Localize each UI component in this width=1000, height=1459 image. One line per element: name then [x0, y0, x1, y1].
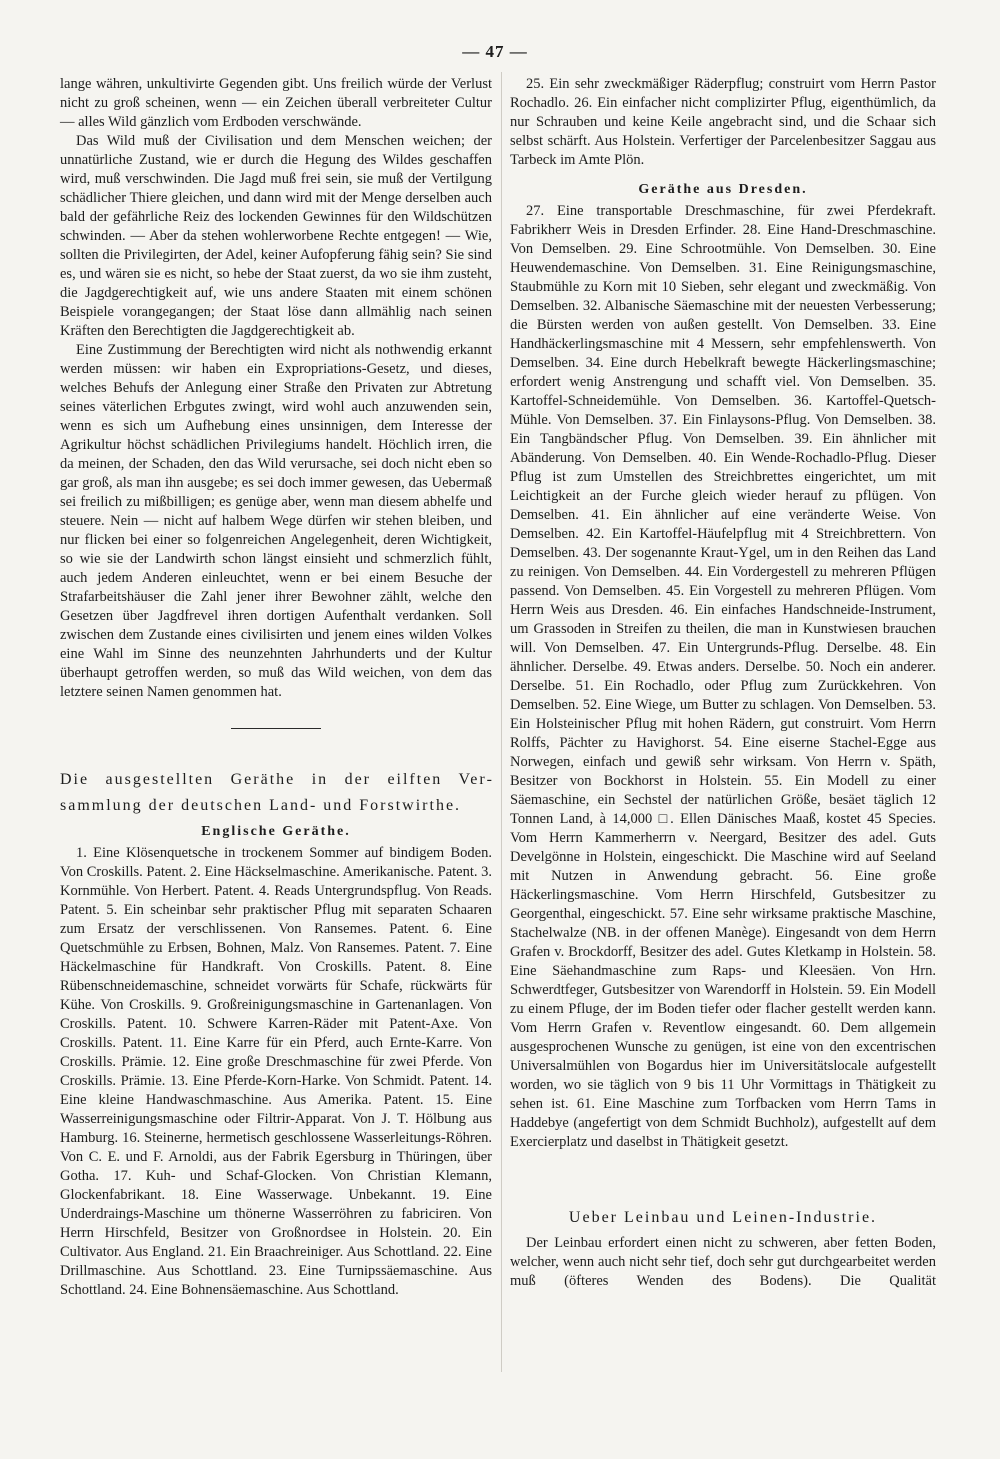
list-item: 42. Ein Kartoffel-Häufelpflug mit 4 Streichbrettern. Von Demselben. [510, 526, 937, 561]
list-item: 14. Eine kleine Handwaschmaschine. Aus Amerika. Patent. [60, 1073, 492, 1108]
list-item: 54. Eine eiserne Stachel-Egge aus Norwegen, einfach und gewiß sehr wirksam. Von Herrn v. Späth, Besitzer von Bockhorst in Holstein. [510, 735, 937, 789]
list-item: 57. Eine sehr wirksame praktische Maschine, Stachelwalze (NB. in der offenen Manège). Eingesandt von dem Herrn Grafen v. Brockdorff, Besitzer des adel. Gutes Kletkamp in Holstein. [510, 906, 936, 960]
list-item: 40. Ein Wende-Rochadlo-Pflug. Dieser Pflug ist zum Umstellen des Streichbrettes eingerichtet, um mit Leichtigkeit an der Furche gleich wieder herauf zu pflügen. Von Demselben. [510, 450, 937, 523]
list-item: 21. Ein Braachreiniger. Aus Schottland. [208, 1244, 440, 1260]
equipment-list [510, 202, 936, 1152]
list-item: 29. Eine Schrootmühle. Von Demselben. [618, 241, 875, 257]
list-item: 5. Ein scheinbar sehr praktischer Pflug mit separaten Schaaren zum Ersatz der verschlissenen. Von Ransemes. Patent. [60, 902, 492, 937]
list-item: 47. Ein Untergrunds-Pflug. Derselbe. [652, 640, 882, 656]
list-item: 49. Etwas anders. Derselbe. [633, 659, 801, 675]
section-title: Englische Geräthe. [201, 824, 351, 839]
list-item: 34. Eine durch Hebelkraft bewegte Häckerlingsmaschine; erfordert wenig Anstrengung und schafft viel. Von Demselben. [510, 355, 937, 390]
list-item: 33. Eine Handhäckerlingsmaschine mit 4 Messern, sehr empfehlenswerth. Von Demselben. [510, 317, 937, 371]
list-item: 45. Ein Vorgestell zu mehreren Pflügen. Vom Herrn Weis aus Dresden. [510, 583, 936, 618]
list-item: 32. Albanische Säemaschine mit der neuesten Verbesserung; die Bürsten werden von außen gestellt. Von Demselben. [510, 298, 936, 333]
list-item: 20. Ein Cultivator. Aus England. [60, 1225, 492, 1260]
list-item: 15. Eine Wasserreinigungsmaschine oder Filtrir-Apparat. Von J. T. Hölbung aus Hamburg. [60, 1092, 493, 1146]
left-column [60, 75, 492, 1300]
list-item: 39. Ein ähnlicher mit Abänderung. Von Demselben. [510, 431, 936, 466]
list-item: 1. Eine Klösenquetsche in trockenem Sommer auf bindigem Boden. Von Croskills. Patent. [60, 845, 492, 880]
equipment-list [60, 844, 492, 1300]
article-title: Ueber Leinbau und Leinen-Industrie. [568, 1209, 878, 1226]
list-item: 13. Eine Pferde-Korn-Harke. Von Schmidt. Patent. [170, 1073, 470, 1089]
list-item: 59. Ein Modell zu einem Pfluge, der im Boden tiefer oder flacher gestellt werden kann. Vom Herrn Grafen v. Reventlow eingesandt. [510, 982, 937, 1036]
list-item: 19. Eine Underdraings-Maschine um thönerne Wasserröhren zu fabriciren. Von Herrn Hirschfeld, Besitzer von Großnordsee in Holstein. [60, 1187, 492, 1241]
list-item: 25. Ein sehr zweckmäßiger Räderpflug; construirt vom Herrn Pastor Rochadlo. [510, 76, 936, 111]
list-item: 8. Eine Rübenschneidemaschine, schneidet vorwärts für Schafe, rückwärts für Kühe. Von Croskills. [60, 959, 492, 1013]
list-item: 10. Schwere Karren-Räder mit Patent-Axe. Von Croskills. Patent. [60, 1016, 493, 1051]
list-item: 18. Eine Wasserwage. Unbekannt. [180, 1187, 416, 1203]
article-paragraph: Eine Zustimmung der Berechtigten wird nicht als nothwendig erkannt werden müssen: wir haben ein Expropriations-Gesetz, und dieses, welches Behufs der Anlegung einer Straße den Privaten zur Abtretung seines väterlichen Erbgutes zwingt, wird wohl auch anzuwenden sein, wenn es sich um Aufhebung eines unsinnigen, dem Interesse der Agrikultur höchst schädlichen Privilegiums handelt. Höchlich irren, die da meinen, der Schaden, den das Wild verursache, sei doch nicht eben so gar groß, als man ihn ausgebe; es sei doch immer gewesen, das Uebermaß sei freilich zu mißbilligen; es genüge aber, wenn man diesem abhelfe und steuere. Nein — nicht auf halbem Wege dürfen wir stehen bleiben, und nur flicken bei einer so folgenreichen Angelegenheit, deren Wichtigkeit, so wie sie der Landwirth schon längst einsieht und schmerzlich fühlt, auch jedem Anderen einleuchtet, wenn er bei einem Besuche der Strafarbeitshäuser die Zahl jener ihrer Bewohner zählt, welche den Gesetzen über Jagdfrevel ihren dortigen Aufenthalt verdanken. Soll zwischen dem Zustande eines civilisirten und jenem eines wilden Volkes eine Wahl im Sinne des neunzehnten Jahrhunderts und der Kultur überhaupt getroffen werden, so muß das Wild weichen, von dem das letztere seinen Namen genommen hat. [60, 342, 492, 700]
article-title: Die ausgestellten Geräthe in der eilften Versammlung der deutschen Land- und Forstwirthe. [60, 771, 492, 814]
list-item: 27. Eine transportable Dreschmaschine, für zwei Pferdekraft. Fabrikherr Weis in Dresden Erfinder. [510, 203, 936, 238]
list-item: 6. Eine Quetschmühle zu Erbsen, Bohnen, Malz. Von Ransemes. Patent. [60, 921, 492, 956]
list-item: 50. Noch ein anderer. Derselbe. [510, 659, 936, 694]
list-item: 61. Eine Maschine zum Torfbacken vom Herrn Tams in Haddebye (angefertigt von dem Schmidt Buchholz), aufgestellt auf dem Exercierplatz und daselbst in Thätigkeit gesetzt. [510, 1096, 937, 1150]
list-item: 11. Eine Karre für ein Pferd, auch Ernte-Karre. Von Croskills. Prämie. [60, 1035, 492, 1070]
list-item: 36. Kartoffel-Quetsch-Mühle. Von Demselben. [510, 393, 937, 428]
list-item: 31. Eine Reinigungsmaschine, Staubmühle zu Korn mit 10 Sieben, sehr elegant und zweckmäßig. Von Demselben. [510, 260, 937, 314]
page-number: — 47 — [462, 42, 528, 61]
article-paragraph: Das Wild muß der Civilisation und dem Menschen weichen; der unnatürliche Zustand, wie er durch die Hegung des Wildes geschaffen wird, muß verschwinden. Die Jagd muß frei sein, sie muß der Vertilgung schädlicher Thiere gleichen, und dann wird mit der Menge derselben auch bald der gefährliche Reiz des lockenden Gewinnes für den Wildschützen schwinden. — Aber da stehen wohlerworbene Rechte entgegen! — Wie, sollten die Privilegirten, der Adel, keiner Aufopferung fähig sein? Sie sind es, und wären sie es nicht, so hebe der Staat zuerst, da wo sie ihm zusteht, die Jagdgerechtigkeit auf, wie uns andere Staaten mit einem schönen Beispiele vorangegangen; der Staat löse dann allmählig nach seinen Kräften den Berechtigten die Jagdgerechtigkeit ab. [60, 133, 492, 339]
list-item: 23. Eine Turnipssäemaschine. Aus Schottland. [60, 1263, 493, 1298]
list-item: 7. Eine Häckelmaschine für Handkraft. Von Croskills. Patent. [60, 940, 493, 975]
right-column [510, 75, 936, 1291]
article-paragraph: lange währen, unkultivirte Gegenden gibt. Uns freilich würde der Verlust nicht zu groß scheinen, wenn — ein Zeichen überall verbreiteter Cultur — alles Wild gänzlich vom Erdboden verschwände. [60, 76, 492, 130]
list-item: 26. Ein einfacher nicht complizirter Pflug, eigenthümlich, da nur Schrauben und keine Keile angebracht sind, und die Schaar sich selbst schärft. Aus Holstein. Verfertiger der Parcelenbesitzer Saggau aus Tarbeck im Amte Plön. [510, 95, 936, 168]
list-item: 52. Eine Wiege, um Butter zu schlagen. Von Demselben. [582, 697, 914, 713]
list-item: 28. Eine Hand-Dreschmaschine. Von Demselben. [510, 222, 937, 257]
list-item: 12. Eine große Dreschmaschine für zwei Pferde. Von Croskills. Prämie. [60, 1054, 493, 1089]
list-item: 44. Ein Vordergestell zu mehreren Pflügen passend. Von Demselben. [510, 564, 936, 599]
list-item: 16. Steinerne, hermetisch geschlossene Wasserleitungs-Röhren. Von C. E. und F. Arnoldi, aus der Fabrik Egersburg in Thüringen, über Gotha. [60, 1130, 493, 1184]
list-item: 22. Eine Drillmaschine. Aus Schottland. [60, 1244, 492, 1279]
list-item: 4. Reads Untergrundspflug. Von Reads. Patent. [60, 883, 493, 918]
list-item: 35. Kartoffel-Schneidemühle. Von Demselben. [510, 374, 936, 409]
list-item: 58. Eine Säehandmaschine zum Raps- und Kleesäen. Von Hrn. Schwerdtfeger, Gutsbesitzer von Warendorff in Holstein. [510, 944, 936, 998]
list-item: 53. Ein Holsteinischer Pflug mit hohen Rädern, gut construirt. Vom Herrn Rolffs, Pächter zu Havighorst. [510, 697, 936, 751]
list-item: 37. Ein Finlaysons-Pflug. Von Demselben. [658, 412, 913, 428]
list-item: 48. Ein ähnlicher. Derselbe. [510, 640, 937, 675]
section-title: Geräthe aus Dresden. [638, 182, 808, 197]
list-item: 38. Ein Tangbändscher Pflug. Von Demselben. [510, 412, 936, 447]
list-item: 30. Eine Heuwendemaschine. Von Demselben. [510, 241, 936, 276]
list-item: 55. Ein Modell zu einer Säemaschine, ein Sechstel der natürlichen Größe, besäet täglich 12 Tonnen Land, à 14,000 □. Ellen Dänisches Maaß, kostet 45 Species. Vom Herrn Kammerherrn v. Neergard, Besitzer des adel. Guts Develgönne in Holstein, eingeschickt. Die Maschine wird auf Seeland mit Nutzen in Anwendung gebracht. [510, 773, 937, 884]
list-item: 24. Eine Bohnensäemaschine. Aus Schottland. [129, 1282, 399, 1298]
list-item: 3. Kornmühle. Von Herbert. Patent. [60, 864, 493, 899]
list-item: 17. Kuh- und Schaf-Glocken. Von Christian Klemann, Glockenfabrikant. [60, 1168, 493, 1203]
list-item: 46. Ein einfaches Handschneide-Instrument, um Grassoden in Streifen zu theilen, die man in Kunstwiesen brauchen will. Von Demselben. [510, 602, 937, 656]
article-paragraph: Der Leinbau erfordert einen nicht zu schweren, aber fetten Boden, welcher, wenn auch nicht sehr tief, doch sehr gut durchgearbeitet werden muß (öfteres Wenden des Bodens). Die Qualität [510, 1235, 936, 1289]
list-item: 41. Ein ähnlicher auf eine veränderte Weise. Von Demselben. [510, 507, 936, 542]
list-item: 43. Der sogenannte Kraut-Ygel, um in den Reihen das Land zu reinigen. Von Demselben. [510, 545, 937, 580]
equipment-list-continued [510, 75, 936, 170]
list-item: 9. Großreinigungsmaschine in Gartenanlagen. Von Croskills. Patent. [60, 997, 493, 1032]
list-item: 51. Ein Rochadlo, oder Pflug zum Zurückkehren. Von Demselben. [510, 678, 936, 713]
list-item: 56. Eine große Häckerlingsmaschine. Vom Herrn Hirschfeld, Gutsbesitzer zu Georgenthal, eingeschickt. [510, 868, 937, 922]
article-separator [231, 728, 321, 729]
column-rule [501, 72, 502, 1372]
list-item: 60. Dem allgemein ausgesprochenen Wunsche zu genügen, ist eine von den excentrischen Universalmühlen von Bogardus hier im Universitätslocale aufgestellt worden, wo sie täglich von 9 bis 11 Uhr Vormittags in Thätigkeit zu sehen ist. [510, 1020, 937, 1112]
list-item: 2. Eine Häckselmaschine. Amerikanische. Patent. [189, 864, 478, 880]
